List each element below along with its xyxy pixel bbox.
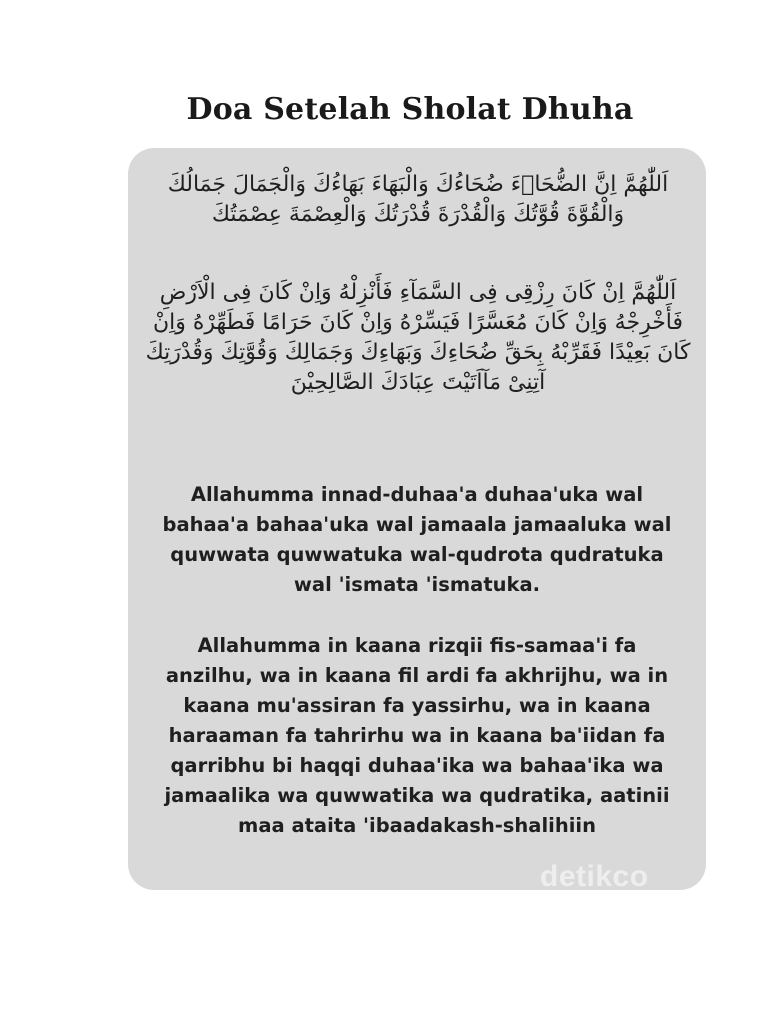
page-title: Doa Setelah Sholat Dhuha — [186, 92, 634, 127]
latin-transliteration-paragraph-1: Allahumma innad-duhaa'a duhaa'uka wal bahaa'a bahaa'uka wal jamaala jamaaluka wal quwwata quwwatuka wal-qudrota qudratuka wal 'ismata 'ismatuka. — [162, 483, 672, 596]
arabic-prayer-paragraph-1: اَللّٰهُمَّ اِنَّ الضُّحَاۤءَ ضُحَاءُكَ وَالْبَهَاءَ بَهَاءُكَ وَالْجَمَالَ جَمَالُكَ وَالْقُوَّةَ قُوَّتُكَ وَالْقُدْرَةَ قُدْرَتُكَ وَالْعِصْمَةَ عِصْمَتُكَ — [167, 172, 669, 227]
latin-transliteration-paragraph-2: Allahumma in kaana rizqii fis-samaa'i fa anzilhu, wa in kaana fil ardi fa akhrijhu, wa in kaana mu'assiran fa yassirhu, wa in kaana haraaman fa tahrirhu wa in kaana ba'iidan fa qarribhu bi haqqi duhaa'ika wa bahaa'ika wa jamaalika wa quwwatika wa qudratika, aatinii maa ataita 'ibaadakash-shalihiin — [164, 634, 670, 837]
arabic-prayer-paragraph-2: اَللّٰهُمَّ اِنْ كَانَ رِزْقِى فِى السَّمَآءِ فَأَنْزِلْهُ وَاِنْ كَانَ فِى الْاَرْضِ فَأَخْرِجْهُ وَاِنْ كَانَ مُعَسَّرًا فَيَسِّرْهُ وَاِنْ كَانَ حَرَامًا فَطَهِّرْهُ وَاِنْ كَانَ بَعِيْدًا فَقَرِّبْهُ بِحَقِّ ضُحَاءِكَ وَبَهَاءِكَ وَجَمَالِكَ وَقُوَّتِكَ وَقُدْرَتِكَ آتِنِىْ مَآاَتَيْتَ عِبَادَكَ الصَّالِحِيْنَ — [145, 280, 691, 395]
detik-watermark: detikco — [540, 860, 649, 893]
prayer-card — [128, 148, 706, 893]
